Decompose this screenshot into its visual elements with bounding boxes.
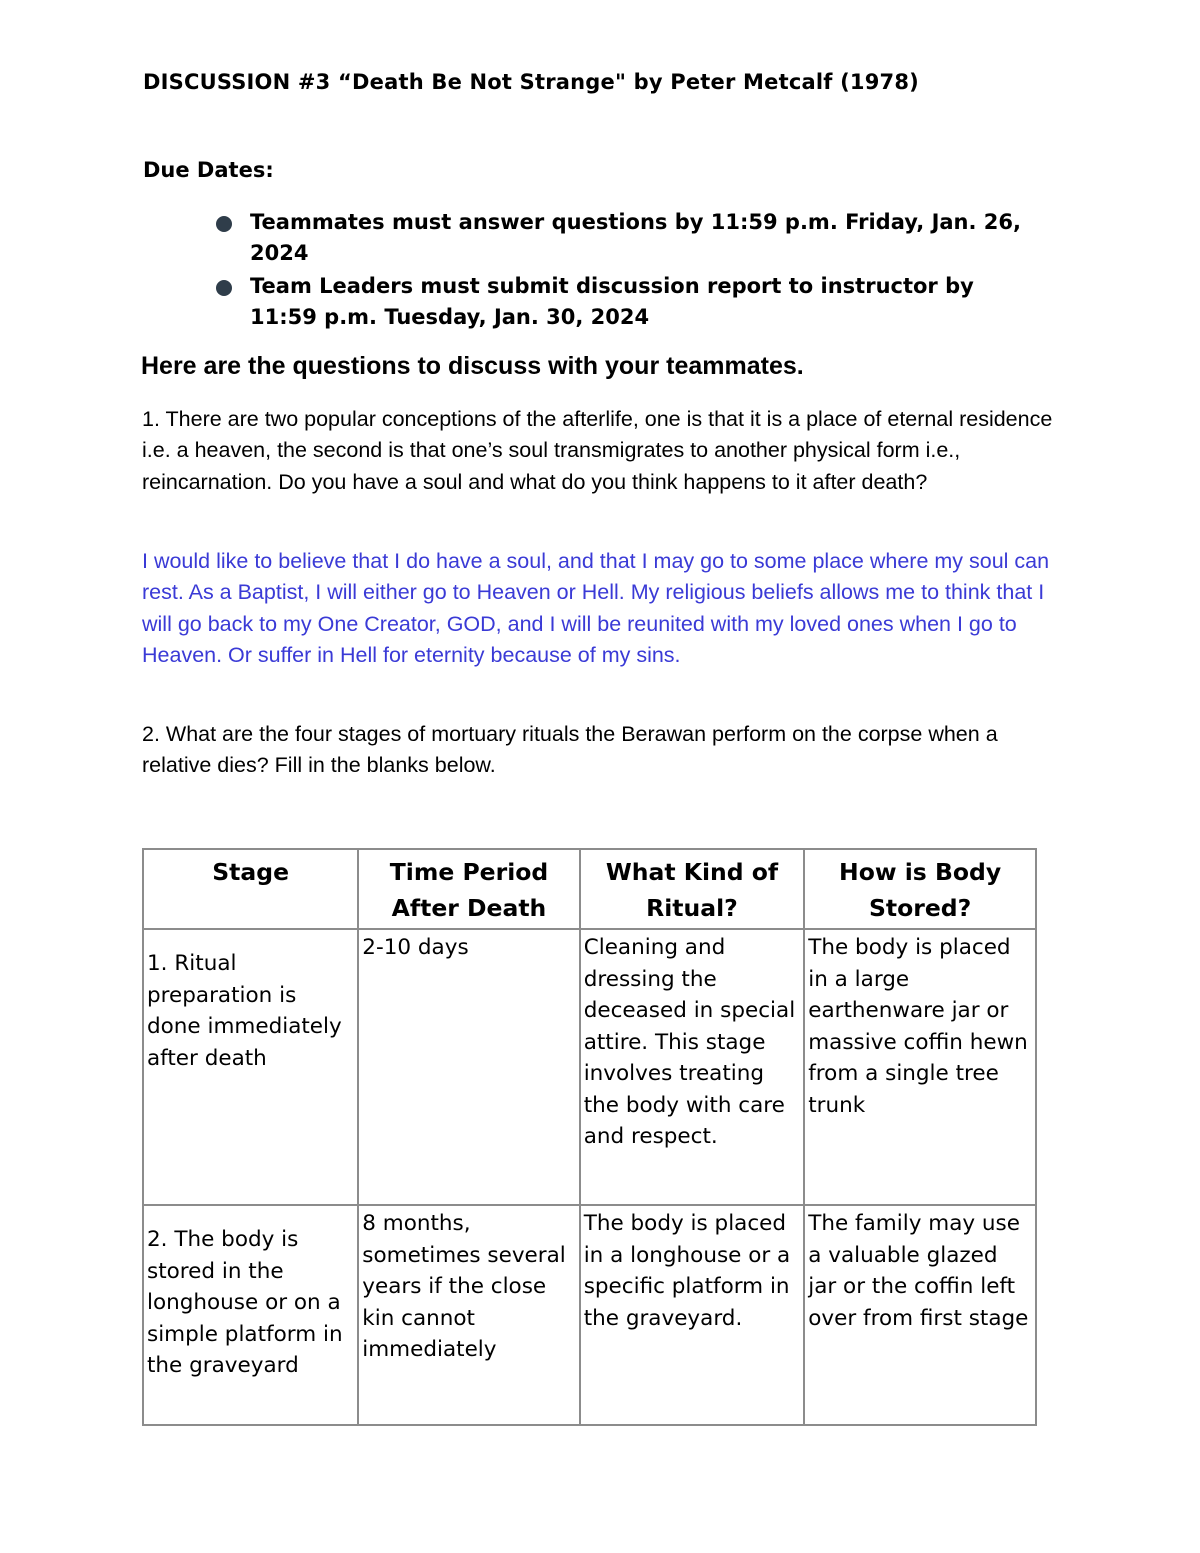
header-time-period: Time Period After Death (358, 849, 579, 929)
table-cell: 2-10 days (358, 929, 579, 1205)
table-cell: The family may use a valuable glazed jar or the coffin left over from first stage (804, 1205, 1036, 1425)
list-item (215, 207, 1045, 269)
bullet-icon (216, 280, 232, 296)
document-title: DISCUSSION #3 “Death Be Not Strange" by Peter Metcalf (1978) (143, 70, 919, 94)
table-row (143, 1205, 1036, 1425)
due-date-teammates: Teammates must answer questions by 11:59 p.m. Friday, Jan. 26, 2024 (250, 210, 1021, 265)
list-item (215, 271, 1045, 333)
table-row (143, 929, 1036, 1205)
bullet-icon (216, 216, 232, 232)
header-ritual-kind: What Kind of Ritual? (580, 849, 805, 929)
table-cell: 2. The body is stored in the longhouse or on a simple platform in the graveyard (143, 1205, 358, 1425)
table-cell: The body is placed in a large earthenware jar or massive coffin hewn from a single tree trunk (804, 929, 1036, 1205)
table-cell: The body is placed in a longhouse or a specific platform in the graveyard. (580, 1205, 805, 1425)
mortuary-stages-table (142, 848, 1037, 1426)
table-cell: 8 months, sometimes several years if the close kin cannot immediately (358, 1205, 579, 1425)
due-date-team-leaders: Team Leaders must submit discussion report to instructor by 11:59 p.m. Tuesday, Jan. 30, 2024 (250, 274, 974, 329)
answer-1: I would like to believe that I do have a soul, and that I may go to some place where my soul can rest. As a Baptist, I will either go to Heaven or Hell. My religious beliefs allows me to think that I will go back to my One Creator, GOD, and I will be reunited with my loved ones when I go to Heaven. Or suffer in Hell for eternity because of my sins. (142, 549, 1050, 667)
table-cell: Cleaning and dressing the deceased in special attire. This stage involves treating the body with care and respect. (580, 929, 805, 1205)
due-dates-label: Due Dates: (143, 158, 274, 182)
question-1: 1. There are two popular conceptions of the afterlife, one is that it is a place of eternal residence i.e. a heaven, the second is that one’s soul transmigrates to another physical form i.e., reincarnation. Do you have a soul and what do you think happens to it after death? (142, 407, 1053, 494)
header-body-storage: How is Body Stored? (804, 849, 1036, 929)
section-heading: Here are the questions to discuss with your teammates. (141, 352, 804, 380)
question-2: 2. What are the four stages of mortuary rituals the Berawan perform on the corpse when a relative dies? Fill in the blanks below. (142, 722, 998, 778)
due-dates-list (215, 207, 1045, 335)
header-stage: Stage (143, 849, 358, 929)
table-cell: 1. Ritual preparation is done immediately after death (143, 929, 358, 1205)
table-header-row (143, 849, 1036, 929)
